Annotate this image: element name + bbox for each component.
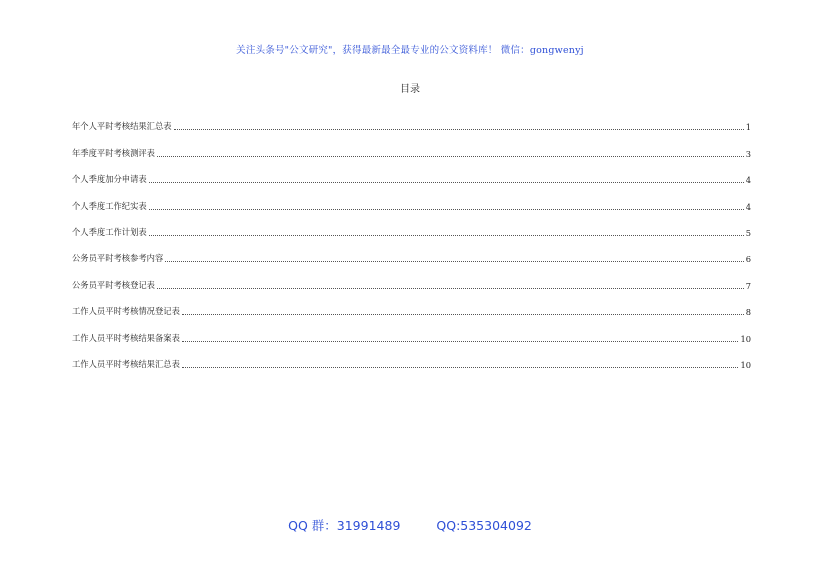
- toc-entry[interactable]: [72, 291, 751, 317]
- toc-entry-title: 工作人员平时考核情况登记表: [72, 306, 180, 317]
- toc-entry[interactable]: [72, 159, 751, 185]
- qq-group-number: QQ 群：31991489: [288, 518, 401, 533]
- toc-title: 目录: [400, 84, 420, 95]
- toc-entry-title: 工作人员平时考核结果汇总表: [72, 358, 180, 369]
- dot-leader: [157, 288, 744, 289]
- toc-entry-title: 个人季度工作纪实表: [72, 200, 147, 211]
- toc-entry-title: 工作人员平时考核结果备案表: [72, 332, 180, 343]
- toc-entry[interactable]: [72, 344, 751, 370]
- toc-entry-title: 公务员平时考核登记表: [72, 279, 155, 290]
- toc-entry[interactable]: [72, 132, 751, 158]
- toc-entry-page: 1: [745, 122, 751, 133]
- dot-leader: [182, 341, 739, 342]
- toc-entry[interactable]: [72, 185, 751, 211]
- contact-footer: [0, 516, 820, 534]
- dot-leader: [182, 314, 744, 315]
- toc-entry-title: 年季度平时考核测评表: [72, 147, 155, 158]
- toc-entry[interactable]: [72, 317, 751, 343]
- dot-leader: [182, 367, 739, 368]
- dot-leader: [165, 261, 743, 262]
- toc-entry-title: 个人季度加分申请表: [72, 174, 147, 185]
- toc-entry-page: 6: [745, 254, 751, 265]
- dot-leader: [149, 235, 744, 236]
- toc-entry-page: 4: [745, 201, 751, 212]
- toc-entry-page: 5: [745, 227, 751, 238]
- toc-entry-page: 4: [745, 175, 751, 186]
- dot-leader: [149, 182, 744, 183]
- toc-entry-page: 7: [745, 280, 751, 291]
- dot-leader: [157, 156, 744, 157]
- dot-leader: [149, 209, 744, 210]
- toc-entry-title: 年个人平时考核结果汇总表: [72, 121, 172, 132]
- qq-number: QQ:535304092: [436, 518, 532, 533]
- toc-entry[interactable]: [72, 264, 751, 290]
- toc-entry-title: 个人季度工作计划表: [72, 226, 147, 237]
- dot-leader: [174, 129, 744, 130]
- toc-entry-page: 10: [740, 333, 751, 344]
- promo-header: 关注头条号"公文研究"，获得最新最全最专业的公文资料库！ 微信：gongwenyj: [236, 45, 584, 56]
- table-of-contents: [72, 106, 751, 370]
- toc-entry-title: 公务员平时考核参考内容: [72, 253, 164, 264]
- toc-entry[interactable]: [72, 238, 751, 264]
- toc-entry-page: 8: [745, 307, 751, 318]
- toc-entry-page: 3: [745, 148, 751, 159]
- toc-entry[interactable]: [72, 212, 751, 238]
- toc-entry-page: 10: [740, 359, 751, 370]
- toc-entry[interactable]: [72, 106, 751, 132]
